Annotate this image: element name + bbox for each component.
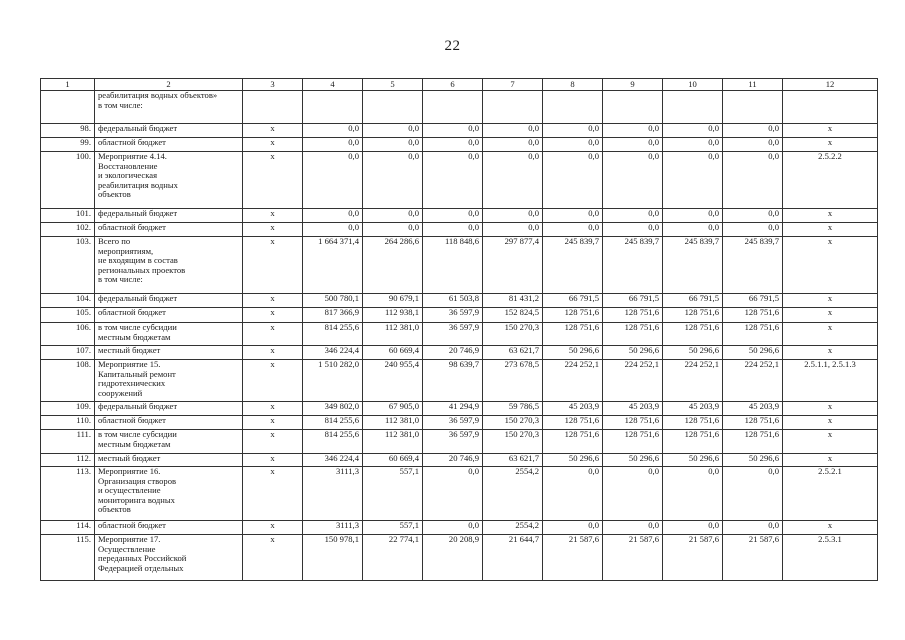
value-cell: 36 597,9 <box>423 323 483 346</box>
value-cell: 81 431,2 <box>483 294 543 308</box>
value-cell: 0,0 <box>663 223 723 237</box>
value-cell: 150 270,3 <box>483 323 543 346</box>
value-cell: 118 848,6 <box>423 237 483 294</box>
row-code-cell: 2.5.3.1 <box>783 535 878 581</box>
row-name-cell: Всего по мероприятиям, не входящим в состав региональных проектов в том числе: <box>95 237 243 294</box>
page-number: 22 <box>444 38 461 54</box>
value-cell: 50 296,6 <box>663 346 723 360</box>
value-cell: 60 669,4 <box>363 346 423 360</box>
value-cell: 50 296,6 <box>603 454 663 467</box>
column-header: 12 <box>783 79 878 91</box>
value-cell: 0,0 <box>723 521 783 535</box>
row-name-cell: федеральный бюджет <box>95 124 243 138</box>
row-name-cell: областной бюджет <box>95 416 243 430</box>
row-number-cell: 109. <box>41 402 95 416</box>
table-row <box>41 237 878 294</box>
value-cell: 0,0 <box>483 124 543 138</box>
table-row <box>41 360 878 402</box>
value-cell <box>363 91 423 124</box>
value-cell: 1 664 371,4 <box>303 237 363 294</box>
value-cell: 245 839,7 <box>603 237 663 294</box>
row-number-cell: 104. <box>41 294 95 308</box>
table-header-row <box>41 79 878 91</box>
value-cell: 0,0 <box>423 223 483 237</box>
value-cell: 50 296,6 <box>723 454 783 467</box>
row-number-cell: 114. <box>41 521 95 535</box>
row-mark-cell: х <box>243 346 303 360</box>
value-cell: 349 802,0 <box>303 402 363 416</box>
row-number-cell <box>41 91 95 124</box>
table-row <box>41 138 878 152</box>
value-cell: 0,0 <box>303 223 363 237</box>
row-code-cell: х <box>783 454 878 467</box>
row-name-cell: областной бюджет <box>95 138 243 152</box>
value-cell <box>423 91 483 124</box>
value-cell: 3111,3 <box>303 521 363 535</box>
row-code-cell: х <box>783 521 878 535</box>
value-cell: 128 751,6 <box>723 416 783 430</box>
value-cell: 557,1 <box>363 467 423 521</box>
value-cell: 0,0 <box>603 152 663 209</box>
table-row <box>41 323 878 346</box>
value-cell: 245 839,7 <box>543 237 603 294</box>
row-name-cell: областной бюджет <box>95 521 243 535</box>
row-name-cell: Мероприятие 4.14. Восстановление и экологическая реабилитация водных объектов <box>95 152 243 209</box>
row-mark-cell: х <box>243 402 303 416</box>
value-cell: 152 824,5 <box>483 308 543 323</box>
value-cell: 128 751,6 <box>723 323 783 346</box>
value-cell: 297 877,4 <box>483 237 543 294</box>
row-mark-cell: х <box>243 416 303 430</box>
value-cell: 0,0 <box>603 521 663 535</box>
table-row <box>41 535 878 581</box>
value-cell: 0,0 <box>603 467 663 521</box>
value-cell: 0,0 <box>303 152 363 209</box>
row-number-cell: 103. <box>41 237 95 294</box>
value-cell: 0,0 <box>423 209 483 223</box>
value-cell: 2554,2 <box>483 467 543 521</box>
value-cell: 0,0 <box>723 223 783 237</box>
column-header: 3 <box>243 79 303 91</box>
value-cell: 224 252,1 <box>663 360 723 402</box>
value-cell: 0,0 <box>363 124 423 138</box>
value-cell: 0,0 <box>423 521 483 535</box>
row-name-cell: федеральный бюджет <box>95 209 243 223</box>
column-header: 9 <box>603 79 663 91</box>
row-mark-cell: х <box>243 138 303 152</box>
value-cell: 128 751,6 <box>723 430 783 454</box>
row-number-cell: 107. <box>41 346 95 360</box>
value-cell: 814 255,6 <box>303 430 363 454</box>
value-cell: 59 786,5 <box>483 402 543 416</box>
row-mark-cell: х <box>243 323 303 346</box>
row-mark-cell: х <box>243 521 303 535</box>
value-cell: 0,0 <box>723 467 783 521</box>
column-header: 11 <box>723 79 783 91</box>
value-cell: 50 296,6 <box>723 346 783 360</box>
table-row <box>41 124 878 138</box>
value-cell: 0,0 <box>483 223 543 237</box>
row-name-cell: Мероприятие 17. Осуществление переданных Российской Федерацией отдельных <box>95 535 243 581</box>
value-cell: 245 839,7 <box>723 237 783 294</box>
table-row <box>41 430 878 454</box>
value-cell: 0,0 <box>423 467 483 521</box>
value-cell: 0,0 <box>303 209 363 223</box>
value-cell: 0,0 <box>723 124 783 138</box>
value-cell: 66 791,5 <box>723 294 783 308</box>
row-name-cell: в том числе субсидии местным бюджетам <box>95 430 243 454</box>
value-cell <box>543 91 603 124</box>
value-cell: 128 751,6 <box>603 308 663 323</box>
value-cell: 0,0 <box>543 152 603 209</box>
value-cell: 273 678,5 <box>483 360 543 402</box>
column-header: 5 <box>363 79 423 91</box>
value-cell: 128 751,6 <box>663 430 723 454</box>
row-code-cell: 2.5.2.1 <box>783 467 878 521</box>
value-cell: 50 296,6 <box>543 346 603 360</box>
value-cell: 45 203,9 <box>603 402 663 416</box>
row-name-cell: Мероприятие 16. Организация створов и осуществление мониторинга водных объектов <box>95 467 243 521</box>
value-cell: 50 296,6 <box>603 346 663 360</box>
value-cell: 0,0 <box>603 124 663 138</box>
row-name-cell: Мероприятие 15. Капитальный ремонт гидротехнических сооружений <box>95 360 243 402</box>
value-cell: 0,0 <box>663 138 723 152</box>
value-cell: 50 296,6 <box>543 454 603 467</box>
row-code-cell: х <box>783 323 878 346</box>
value-cell: 0,0 <box>603 209 663 223</box>
value-cell: 41 294,9 <box>423 402 483 416</box>
value-cell: 0,0 <box>543 209 603 223</box>
value-cell: 0,0 <box>543 124 603 138</box>
value-cell: 128 751,6 <box>663 308 723 323</box>
value-cell: 150 270,3 <box>483 416 543 430</box>
value-cell: 61 503,8 <box>423 294 483 308</box>
value-cell: 2554,2 <box>483 521 543 535</box>
value-cell: 0,0 <box>663 521 723 535</box>
value-cell: 128 751,6 <box>543 308 603 323</box>
table-row <box>41 454 878 467</box>
value-cell: 0,0 <box>723 138 783 152</box>
row-number-cell: 106. <box>41 323 95 346</box>
value-cell: 150 270,3 <box>483 430 543 454</box>
value-cell: 0,0 <box>723 209 783 223</box>
value-cell: 21 587,6 <box>663 535 723 581</box>
row-name-cell: областной бюджет <box>95 223 243 237</box>
value-cell: 0,0 <box>363 223 423 237</box>
row-mark-cell: х <box>243 124 303 138</box>
value-cell: 21 587,6 <box>543 535 603 581</box>
value-cell: 20 746,9 <box>423 454 483 467</box>
value-cell <box>603 91 663 124</box>
row-mark-cell: х <box>243 223 303 237</box>
value-cell <box>483 91 543 124</box>
row-number-cell: 100. <box>41 152 95 209</box>
table-row <box>41 209 878 223</box>
row-code-cell: х <box>783 294 878 308</box>
value-cell: 128 751,6 <box>723 308 783 323</box>
row-code-cell <box>783 91 878 124</box>
value-cell: 63 621,7 <box>483 346 543 360</box>
column-header: 7 <box>483 79 543 91</box>
value-cell: 0,0 <box>543 521 603 535</box>
column-header: 10 <box>663 79 723 91</box>
value-cell: 0,0 <box>363 209 423 223</box>
row-name-cell: местный бюджет <box>95 346 243 360</box>
value-cell: 224 252,1 <box>543 360 603 402</box>
value-cell: 0,0 <box>543 138 603 152</box>
row-mark-cell: х <box>243 152 303 209</box>
table-row <box>41 294 878 308</box>
row-mark-cell: х <box>243 294 303 308</box>
value-cell: 36 597,9 <box>423 308 483 323</box>
row-mark-cell: х <box>243 467 303 521</box>
value-cell: 0,0 <box>423 124 483 138</box>
column-header: 6 <box>423 79 483 91</box>
row-name-cell: местный бюджет <box>95 454 243 467</box>
value-cell: 45 203,9 <box>723 402 783 416</box>
value-cell: 0,0 <box>423 152 483 209</box>
row-mark-cell: х <box>243 454 303 467</box>
value-cell: 112 381,0 <box>363 430 423 454</box>
value-cell: 98 639,7 <box>423 360 483 402</box>
row-number-cell: 99. <box>41 138 95 152</box>
value-cell: 264 286,6 <box>363 237 423 294</box>
value-cell: 112 381,0 <box>363 416 423 430</box>
column-header: 1 <box>41 79 95 91</box>
row-name-cell: федеральный бюджет <box>95 294 243 308</box>
value-cell: 20 208,9 <box>423 535 483 581</box>
value-cell: 63 621,7 <box>483 454 543 467</box>
row-code-cell: 2.5.1.1, 2.5.1.3 <box>783 360 878 402</box>
value-cell: 240 955,4 <box>363 360 423 402</box>
value-cell: 36 597,9 <box>423 416 483 430</box>
value-cell: 814 255,6 <box>303 416 363 430</box>
row-code-cell: х <box>783 124 878 138</box>
value-cell <box>663 91 723 124</box>
value-cell: 21 587,6 <box>723 535 783 581</box>
value-cell: 128 751,6 <box>543 416 603 430</box>
value-cell: 112 381,0 <box>363 323 423 346</box>
row-code-cell: х <box>783 138 878 152</box>
value-cell: 150 978,1 <box>303 535 363 581</box>
value-cell: 0,0 <box>423 138 483 152</box>
row-name-cell: реабилитация водных объектов» в том числе: <box>95 91 243 124</box>
value-cell: 66 791,5 <box>663 294 723 308</box>
table-row <box>41 346 878 360</box>
value-cell: 45 203,9 <box>663 402 723 416</box>
value-cell: 3111,3 <box>303 467 363 521</box>
row-number-cell: 113. <box>41 467 95 521</box>
row-code-cell: 2.5.2.2 <box>783 152 878 209</box>
row-code-cell: х <box>783 223 878 237</box>
row-number-cell: 110. <box>41 416 95 430</box>
row-code-cell: х <box>783 402 878 416</box>
value-cell: 128 751,6 <box>663 323 723 346</box>
row-number-cell: 102. <box>41 223 95 237</box>
value-cell: 0,0 <box>483 152 543 209</box>
value-cell: 0,0 <box>483 209 543 223</box>
table-row <box>41 416 878 430</box>
table-body <box>41 91 878 581</box>
row-number-cell: 101. <box>41 209 95 223</box>
value-cell: 0,0 <box>303 138 363 152</box>
value-cell: 21 644,7 <box>483 535 543 581</box>
value-cell <box>303 91 363 124</box>
value-cell: 245 839,7 <box>663 237 723 294</box>
table-row <box>41 467 878 521</box>
value-cell <box>723 91 783 124</box>
value-cell: 36 597,9 <box>423 430 483 454</box>
row-number-cell: 108. <box>41 360 95 402</box>
value-cell: 128 751,6 <box>603 430 663 454</box>
row-number-cell: 115. <box>41 535 95 581</box>
value-cell: 557,1 <box>363 521 423 535</box>
value-cell: 66 791,5 <box>543 294 603 308</box>
row-mark-cell: х <box>243 430 303 454</box>
value-cell: 0,0 <box>663 467 723 521</box>
row-mark-cell: х <box>243 360 303 402</box>
value-cell: 500 780,1 <box>303 294 363 308</box>
row-number-cell: 98. <box>41 124 95 138</box>
column-header: 4 <box>303 79 363 91</box>
value-cell: 0,0 <box>543 467 603 521</box>
value-cell: 128 751,6 <box>543 430 603 454</box>
value-cell: 50 296,6 <box>663 454 723 467</box>
row-code-cell: х <box>783 237 878 294</box>
row-code-cell: х <box>783 209 878 223</box>
value-cell: 0,0 <box>483 138 543 152</box>
value-cell: 128 751,6 <box>603 323 663 346</box>
row-mark-cell: х <box>243 237 303 294</box>
value-cell: 0,0 <box>663 124 723 138</box>
value-cell: 21 587,6 <box>603 535 663 581</box>
table-row <box>41 91 878 124</box>
row-mark-cell: х <box>243 535 303 581</box>
value-cell: 0,0 <box>603 138 663 152</box>
row-mark-cell: х <box>243 308 303 323</box>
row-number-cell: 112. <box>41 454 95 467</box>
value-cell: 0,0 <box>543 223 603 237</box>
value-cell: 346 224,4 <box>303 454 363 467</box>
value-cell: 1 510 282,0 <box>303 360 363 402</box>
budget-table <box>40 78 878 581</box>
value-cell: 45 203,9 <box>543 402 603 416</box>
row-code-cell: х <box>783 416 878 430</box>
row-name-cell: федеральный бюджет <box>95 402 243 416</box>
row-name-cell: областной бюджет <box>95 308 243 323</box>
value-cell: 66 791,5 <box>603 294 663 308</box>
value-cell: 814 255,6 <box>303 323 363 346</box>
value-cell: 224 252,1 <box>603 360 663 402</box>
value-cell: 817 366,9 <box>303 308 363 323</box>
row-code-cell: х <box>783 308 878 323</box>
table-row <box>41 521 878 535</box>
table-row <box>41 402 878 416</box>
value-cell: 224 252,1 <box>723 360 783 402</box>
value-cell: 128 751,6 <box>543 323 603 346</box>
column-header: 2 <box>95 79 243 91</box>
table-row <box>41 308 878 323</box>
table-row <box>41 152 878 209</box>
value-cell: 346 224,4 <box>303 346 363 360</box>
value-cell: 0,0 <box>363 152 423 209</box>
value-cell: 0,0 <box>663 209 723 223</box>
value-cell: 60 669,4 <box>363 454 423 467</box>
value-cell: 0,0 <box>723 152 783 209</box>
row-mark-cell: х <box>243 209 303 223</box>
table-row <box>41 223 878 237</box>
value-cell: 0,0 <box>303 124 363 138</box>
value-cell: 0,0 <box>603 223 663 237</box>
value-cell: 128 751,6 <box>663 416 723 430</box>
value-cell: 90 679,1 <box>363 294 423 308</box>
column-header: 8 <box>543 79 603 91</box>
row-number-cell: 105. <box>41 308 95 323</box>
value-cell: 20 746,9 <box>423 346 483 360</box>
value-cell: 67 905,0 <box>363 402 423 416</box>
value-cell: 0,0 <box>663 152 723 209</box>
row-mark-cell <box>243 91 303 124</box>
row-code-cell: х <box>783 430 878 454</box>
value-cell: 0,0 <box>363 138 423 152</box>
value-cell: 22 774,1 <box>363 535 423 581</box>
row-name-cell: в том числе субсидии местным бюджетам <box>95 323 243 346</box>
value-cell: 128 751,6 <box>603 416 663 430</box>
row-code-cell: х <box>783 346 878 360</box>
value-cell: 112 938,1 <box>363 308 423 323</box>
row-number-cell: 111. <box>41 430 95 454</box>
